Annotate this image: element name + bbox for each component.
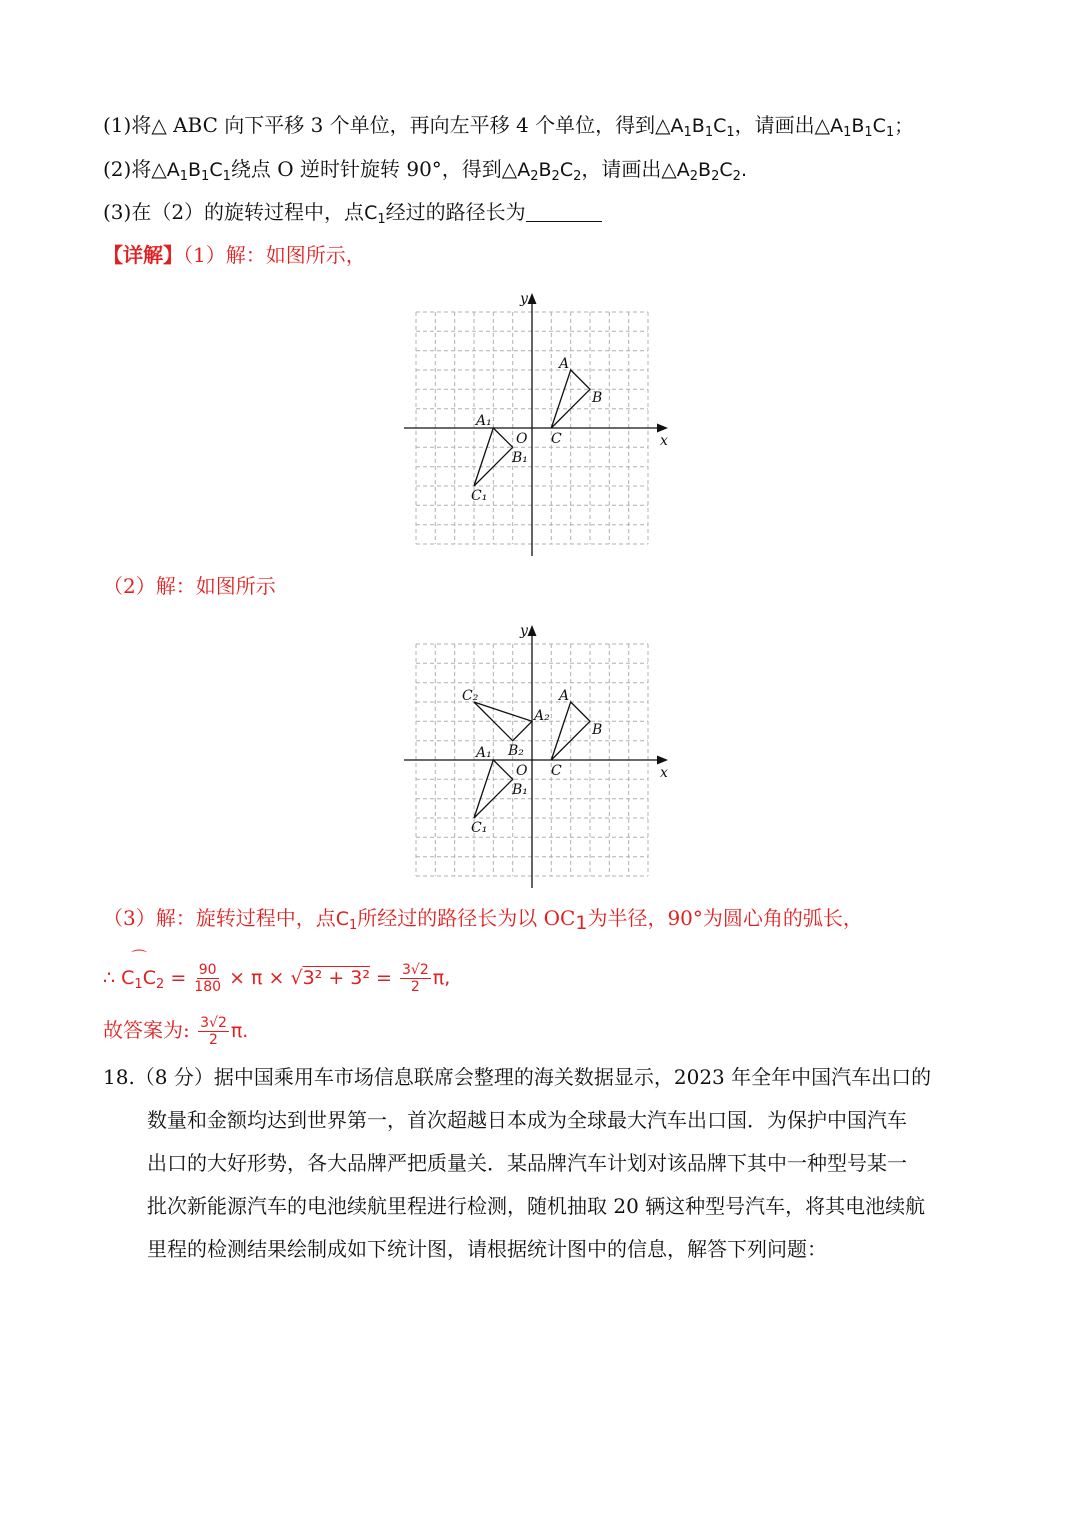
solution-part-3: （3）解：旋转过程中，点$C_1$所经过的路径长为以 $OC_1$为半径，90°为圆心角的弧长，	[103, 906, 863, 934]
question-18-line-2: 数量和金额均达到世界第一，首次超越日本成为全球最大汽车出口国．为保护中国汽车	[147, 1108, 907, 1132]
label-b1: B₁	[512, 782, 528, 798]
label-x: x	[660, 765, 668, 781]
triangle-a1b1c1	[474, 428, 513, 486]
label-o: O	[516, 431, 528, 447]
figure-translation	[398, 288, 698, 558]
label-a2: A₂	[534, 708, 550, 724]
fraction-3root2-2: $\frac{3√2}{2}$	[402, 962, 429, 995]
solution-part-2: （2）解：如图所示	[103, 574, 276, 598]
label-o: O	[516, 763, 528, 779]
label-b1: B₁	[512, 450, 528, 466]
label-a1: A₁	[476, 413, 492, 429]
label-x: x	[660, 433, 668, 449]
y-axis-arrow	[528, 625, 537, 636]
arc-length-formula: ∴ ⌒ $C_1C_2$ = $\frac{90}{180}$ × π × √3² + 3² = $\frac{3√2}{2}$ π,	[103, 958, 450, 998]
label-c1: C₁	[471, 820, 488, 836]
fraction-90-180: $\frac{90}{180}$	[194, 962, 222, 995]
label-a: A	[559, 356, 570, 372]
question-18-line-5: 里程的检测结果绘制成如下统计图，请根据统计图中的信息，解答下列问题：	[147, 1237, 827, 1261]
question-part-3: (3)在（2）的旋转过程中，点$C_1$经过的路径长为	[103, 198, 602, 227]
label-y: y	[520, 291, 528, 307]
question-part-2: (2)将$\triangle A_1B_1C_1$绕点 O 逆时针旋转 90°，得到$\triangle A_2B_2C_2$，请画出$\triangle A_2B_2C_2$.	[103, 157, 747, 184]
label-b2: B₂	[508, 743, 524, 759]
label-c: C	[551, 763, 562, 779]
solution-heading: 【详解】（1）解：如图所示，	[103, 243, 366, 267]
question-part-1: (1)将△ ABC 向下平移 3 个单位，再向左平移 4 个单位，得到$\triangle A_1B_1C_1$，请画出$\triangle A_1B_1C_1$；	[103, 113, 914, 140]
label-y: y	[520, 623, 528, 639]
question-18-line-1: 18.（8 分）据中国乘用车市场信息联席会整理的海关数据显示，2023 年全年中国汽车出口的	[103, 1065, 932, 1089]
x-axis-arrow	[657, 756, 668, 765]
answer-blank	[526, 201, 602, 222]
label-b: B	[592, 722, 603, 738]
question-18-line-3: 出口的大好形势，各大品牌严把质量关．某品牌汽车计划对该品牌下其中一种型号某一	[147, 1151, 907, 1175]
triangle-a1b1c1	[474, 760, 513, 818]
arc-c1c2: ⌒ $C_1C_2$	[121, 958, 164, 998]
label-c2: C₂	[462, 688, 479, 704]
label-c: C	[551, 431, 562, 447]
label-a: A	[559, 688, 570, 704]
question-18-line-4: 批次新能源汽车的电池续航里程进行检测，随机抽取 20 辆这种型号汽车，将其电池续航	[147, 1194, 926, 1218]
figure-rotation	[398, 620, 698, 890]
label-a1: A₁	[476, 745, 492, 761]
final-answer: 故答案为: $\frac{3√2}{2}$ π.	[103, 1015, 249, 1048]
x-axis-arrow	[657, 424, 668, 433]
label-c1: C₁	[471, 488, 488, 504]
label-b: B	[592, 390, 603, 406]
y-axis-arrow	[528, 293, 537, 304]
fraction-answer: $\frac{3√2}{2}$	[200, 1015, 227, 1048]
